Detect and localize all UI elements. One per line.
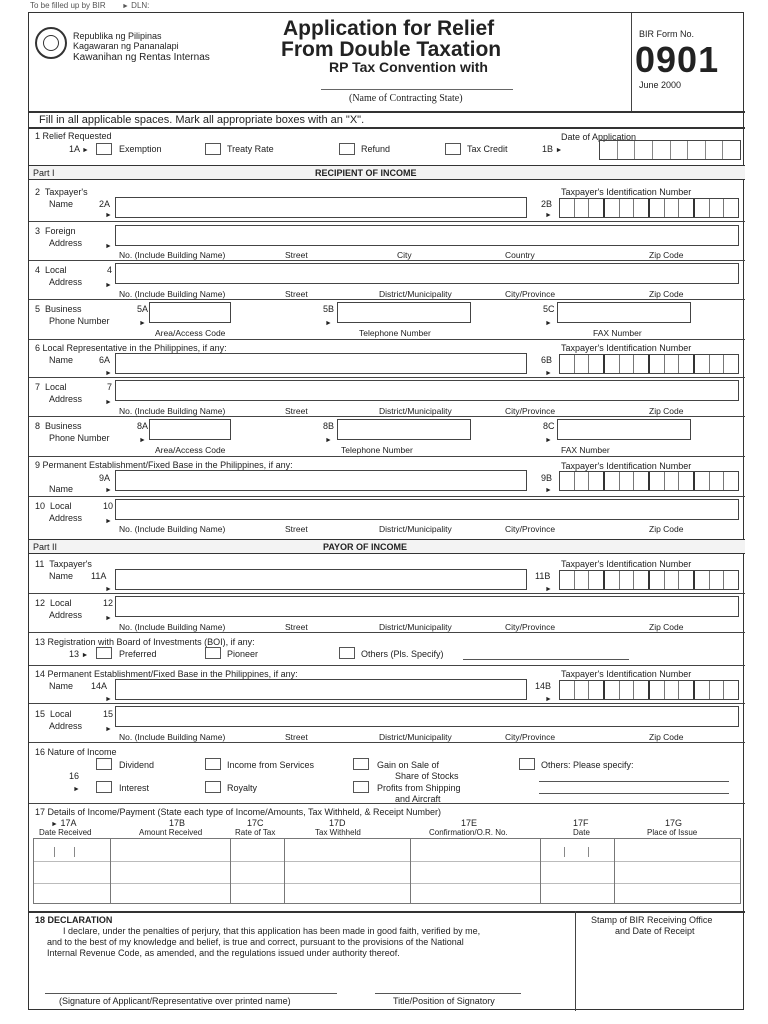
- item8a-code: 8A: [137, 421, 149, 431]
- item2b-code: 2B: [541, 199, 553, 209]
- item8-sub-fax: FAX Number: [561, 445, 610, 455]
- item12-code: 12: [103, 598, 114, 608]
- item10-code: 10: [103, 501, 114, 511]
- and-aircraft-label: and Aircraft: [395, 794, 441, 804]
- item12-sub-district: District/Municipality: [379, 622, 452, 632]
- agency-line1: Republika ng Pilipinas: [73, 31, 162, 41]
- item14-label: 14 Permanent Establishment/Fixed Base in the Philippines, if any:: [35, 669, 298, 679]
- agency-line2: Kagawaran ng Pananalapi: [73, 41, 179, 51]
- income-from-services-label: Income from Services: [227, 760, 315, 770]
- item15-sub-city: City/Province: [505, 732, 556, 742]
- item17-label: 17 Details of Income/Payment (State each type of Income/Amounts, Tax Withheld, & Receipt Number): [35, 807, 442, 817]
- item4-sub-zip: Zip Code: [649, 289, 684, 299]
- item9-name-field[interactable]: [115, 470, 527, 491]
- item8-sub-area: Area/Access Code: [155, 445, 226, 455]
- item2-label2: Name: [49, 199, 74, 209]
- preferred-label: Preferred: [119, 649, 157, 659]
- item15-sub-no: No. (Include Building Name): [119, 732, 226, 742]
- item12-num: 12: [35, 598, 46, 608]
- item17b-code: 17B: [169, 818, 186, 828]
- col-date-received: Date Received: [39, 828, 92, 837]
- item11-label2: Name: [49, 571, 74, 581]
- item5-sub-area: Area/Access Code: [155, 328, 226, 338]
- item7-sub-no: No. (Include Building Name): [119, 406, 226, 416]
- item9-label: 9 Permanent Establishment/Fixed Base in the Philippines, if any:: [35, 460, 293, 470]
- item12-label2: Address: [49, 610, 83, 620]
- form-title-line2: From Double Taxation: [281, 38, 502, 61]
- item5-fax-field[interactable]: [557, 302, 691, 323]
- share-of-stocks-label: Share of Stocks: [395, 771, 459, 781]
- stamp-label2: and Date of Receipt: [615, 926, 695, 936]
- item10-sub-street: Street: [285, 524, 308, 534]
- exemption-checkbox[interactable]: [96, 143, 112, 155]
- item7-local-address-field[interactable]: [115, 380, 739, 401]
- item4-label2: Address: [49, 277, 83, 287]
- item7-sub-city: City/Province: [505, 406, 556, 416]
- instructions: Fill in all applicable spaces. Mark all appropriate boxes with an "X".: [39, 114, 365, 126]
- item8-telephone-field[interactable]: [337, 419, 471, 440]
- gain-on-sale-checkbox[interactable]: [353, 758, 369, 770]
- item9-label2: Name: [49, 484, 74, 494]
- item4-code: 4: [107, 265, 113, 275]
- item17e-code: 17E: [461, 818, 478, 828]
- item8-area-code-field[interactable]: [149, 419, 231, 440]
- item10-label2: Address: [49, 513, 83, 523]
- item1-label: 1 Relief Requested: [35, 131, 112, 141]
- interest-checkbox[interactable]: [96, 781, 112, 793]
- signature-label: (Signature of Applicant/Representative over printed name): [59, 996, 291, 1006]
- income-details-table[interactable]: [33, 838, 741, 904]
- declaration-text2: and to the best of my knowledge and belief, is true and correct, pursuant to the provisions of the National: [47, 937, 464, 947]
- col-rate-of-tax: Rate of Tax: [235, 828, 276, 837]
- item8-num: 8: [35, 421, 41, 431]
- item4-sub-city: City/Province: [505, 289, 556, 299]
- item10-sub-no: No. (Include Building Name): [119, 524, 226, 534]
- item7-code: 7: [107, 382, 113, 392]
- item11-tin-field[interactable]: [559, 570, 739, 590]
- item3-label1: Foreign: [45, 226, 76, 236]
- exemption-label: Exemption: [119, 144, 162, 154]
- item11-tin-label: Taxpayer's Identification Number: [561, 559, 692, 569]
- col-tax-withheld: Tax Withheld: [315, 828, 361, 837]
- item5-sub-tel: Telephone Number: [359, 328, 431, 338]
- profits-shipping-label: Profits from Shipping: [377, 783, 461, 793]
- item6-code: 6A: [99, 355, 111, 365]
- royalty-label: Royalty: [227, 783, 258, 793]
- others-boi-checkbox[interactable]: [339, 647, 355, 659]
- item14-tin-field[interactable]: [559, 680, 739, 700]
- item3-sub-no: No. (Include Building Name): [119, 250, 226, 260]
- item17g-code: 17G: [665, 818, 683, 828]
- item10-sub-city: City/Province: [505, 524, 556, 534]
- part2-label: Part II: [33, 542, 58, 552]
- item10-local-address-field[interactable]: [115, 499, 739, 520]
- item5-num: 5: [35, 304, 41, 314]
- others-income-checkbox[interactable]: [519, 758, 535, 770]
- date-of-application-field[interactable]: [599, 140, 741, 160]
- item5-label1: Business: [45, 304, 82, 314]
- item16-code: 16: [69, 771, 80, 781]
- item4-sub-district: District/Municipality: [379, 289, 452, 299]
- agency-line3: Kawanihan ng Rentas Internas: [73, 52, 210, 63]
- item14-tin-label: Taxpayer's Identification Number: [561, 669, 692, 679]
- item15-code: 15: [103, 709, 114, 719]
- item4-num: 4: [35, 265, 41, 275]
- item12-sub-city: City/Province: [505, 622, 556, 632]
- item10-label1: Local: [50, 501, 72, 511]
- item3-sub-city: City: [397, 250, 412, 260]
- item8-label2: Phone Number: [49, 433, 110, 443]
- others-boi-specify-line[interactable]: [463, 659, 629, 660]
- payor-name-field[interactable]: [115, 569, 527, 590]
- item14b-code: 14B: [535, 681, 552, 691]
- item5-label2: Phone Number: [49, 316, 110, 326]
- col-date: Date: [573, 828, 590, 837]
- item12-sub-street: Street: [285, 622, 308, 632]
- part2-title: PAYOR OF INCOME: [323, 542, 408, 552]
- item8-label1: Business: [45, 421, 82, 431]
- item9b-code: 9B: [541, 473, 553, 483]
- item7-sub-zip: Zip Code: [649, 406, 684, 416]
- item8-sub-tel: Telephone Number: [341, 445, 413, 455]
- col-place-of-issue: Place of Issue: [647, 828, 698, 837]
- dln-label: ► DLN:: [122, 1, 150, 10]
- item3-label2: Address: [49, 238, 83, 248]
- item2-tin-field[interactable]: [559, 198, 739, 218]
- item2-tin-label: Taxpayer's Identification Number: [561, 187, 692, 197]
- others-income-line2[interactable]: [539, 793, 729, 794]
- item5-telephone-field[interactable]: [337, 302, 471, 323]
- date-of-application-label: Date of Application: [561, 132, 637, 142]
- form-date: June 2000: [639, 80, 682, 90]
- col-amount-received: Amount Received: [139, 828, 203, 837]
- item15-label2: Address: [49, 721, 83, 731]
- item7-sub-district: District/Municipality: [379, 406, 452, 416]
- item14-code: 14A: [91, 681, 108, 691]
- item17c-code: 17C: [247, 818, 264, 828]
- item2-code: 2A: [99, 199, 111, 209]
- item3-num: 3: [35, 226, 41, 236]
- item8b-code: 8B: [323, 421, 335, 431]
- item10-num: 10: [35, 501, 46, 511]
- declaration-label: 18 DECLARATION: [35, 915, 113, 925]
- item12-sub-no: No. (Include Building Name): [119, 622, 226, 632]
- declaration-text3: Internal Revenue Code, as amended, and the regulations issued under authority thereof.: [47, 948, 400, 958]
- form-no-label: BIR Form No.: [639, 29, 695, 39]
- col-confirmation-or-no: Confirmation/O.R. No.: [429, 828, 508, 837]
- foreign-address-field[interactable]: [115, 225, 739, 246]
- representative-name-field[interactable]: [115, 353, 527, 374]
- item8-fax-field[interactable]: [557, 419, 691, 440]
- item7-label1: Local: [45, 382, 67, 392]
- item3-sub-zip: Zip Code: [649, 250, 684, 260]
- others-income-label: Others: Please specify:: [541, 760, 634, 770]
- item5b-code: 5B: [323, 304, 335, 314]
- item5-area-code-field[interactable]: [149, 302, 231, 323]
- item9-tin-field[interactable]: [559, 471, 739, 491]
- item1b-code: 1B ►: [542, 144, 563, 154]
- dividend-checkbox[interactable]: [96, 758, 112, 770]
- income-from-services-checkbox[interactable]: [205, 758, 221, 770]
- item1-code: 1A ►: [69, 144, 89, 154]
- item5c-code: 5C: [543, 304, 555, 314]
- royalty-checkbox[interactable]: [205, 781, 221, 793]
- item6-label: 6 Local Representative in the Philippines, if any:: [35, 343, 227, 353]
- top-note: To be filled up by BIR: [30, 1, 106, 10]
- item13-code: 13 ►: [69, 649, 89, 659]
- item6b-code: 6B: [541, 355, 553, 365]
- item6-label2: Name: [49, 355, 74, 365]
- interest-label: Interest: [119, 783, 150, 793]
- item10-sub-district: District/Municipality: [379, 524, 452, 534]
- item15-sub-street: Street: [285, 732, 308, 742]
- gain-on-sale-label: Gain on Sale of: [377, 760, 440, 770]
- item15-local-address-field[interactable]: [115, 706, 739, 727]
- item7-sub-street: Street: [285, 406, 308, 416]
- item15-label1: Local: [50, 709, 72, 719]
- item3-sub-street: Street: [285, 250, 308, 260]
- declaration-text1: I declare, under the penalties of perjury, that this application has been made in good faith, verified by me,: [63, 926, 481, 936]
- item9-tin-label: Taxpayer's Identification Number: [561, 461, 692, 471]
- treaty-rate-checkbox[interactable]: [205, 143, 221, 155]
- item15-sub-zip: Zip Code: [649, 732, 684, 742]
- item4-local-address-field[interactable]: [115, 263, 739, 284]
- taxpayer-name-field[interactable]: [115, 197, 527, 218]
- refund-label: Refund: [361, 144, 391, 154]
- item5a-code: 5A: [137, 304, 149, 314]
- item5-sub-fax: FAX Number: [593, 328, 642, 338]
- bir-stamp-area: [577, 937, 743, 1009]
- item17d-code: 17D: [329, 818, 346, 828]
- item7-label2: Address: [49, 394, 83, 404]
- part1-label: Part I: [33, 168, 55, 178]
- form-title-line1: Application for Relief: [283, 17, 495, 40]
- item12-label1: Local: [50, 598, 72, 608]
- item4-sub-street: Street: [285, 289, 308, 299]
- item15-num: 15: [35, 709, 46, 719]
- item2-num: 2: [35, 187, 41, 197]
- others-income-line1[interactable]: [539, 781, 729, 782]
- item13-label: 13 Registration with Board of Investments (BOI), if any:: [35, 637, 255, 647]
- form-title-line3: RP Tax Convention with: [329, 59, 488, 75]
- pioneer-label: Pioneer: [227, 649, 259, 659]
- preferred-checkbox[interactable]: [96, 647, 112, 659]
- part1-title: RECIPIENT OF INCOME: [315, 168, 417, 178]
- item12-local-address-field[interactable]: [115, 596, 739, 617]
- bir-seal-icon: [35, 27, 67, 59]
- item9-code: 9A: [99, 473, 111, 483]
- item17f-code: 17F: [573, 818, 589, 828]
- item14-label2: Name: [49, 681, 74, 691]
- treaty-rate-label: Treaty Rate: [227, 144, 274, 154]
- form-number: 0901: [635, 39, 720, 80]
- item4-sub-no: No. (Include Building Name): [119, 289, 226, 299]
- item11-num: 11: [35, 559, 45, 569]
- item6-tin-label: Taxpayer's Identification Number: [561, 343, 692, 353]
- dividend-label: Dividend: [119, 760, 155, 770]
- refund-checkbox[interactable]: [339, 143, 355, 155]
- item8c-code: 8C: [543, 421, 555, 431]
- title-position-line[interactable]: [375, 993, 521, 994]
- profits-shipping-checkbox[interactable]: [353, 781, 369, 793]
- item12-sub-zip: Zip Code: [649, 622, 684, 632]
- others-boi-label: Others (Pls. Specify): [361, 649, 444, 659]
- item4-label1: Local: [45, 265, 67, 275]
- item10-sub-zip: Zip Code: [649, 524, 684, 534]
- item17a-code: ► 17A: [51, 818, 77, 828]
- title-position-label: Title/Position of Signatory: [393, 996, 495, 1006]
- stamp-label1: Stamp of BIR Receiving Office: [591, 915, 713, 925]
- pioneer-checkbox[interactable]: [205, 647, 221, 659]
- tax-credit-label: Tax Credit: [467, 144, 508, 154]
- contracting-state-line: [321, 89, 513, 90]
- contracting-state-label: (Name of Contracting State): [349, 93, 463, 104]
- item11b-code: 11B: [535, 571, 551, 581]
- item2-label1: Taxpayer's: [44, 187, 88, 197]
- tax-credit-checkbox[interactable]: [445, 143, 461, 155]
- item11-code: 11A: [91, 571, 107, 581]
- item15-sub-district: District/Municipality: [379, 732, 452, 742]
- item3-sub-country: Country: [505, 250, 535, 260]
- item7-num: 7: [35, 382, 41, 392]
- item14-name-field[interactable]: [115, 679, 527, 700]
- item6-tin-field[interactable]: [559, 354, 739, 374]
- item16-label: 16 Nature of Income: [35, 747, 117, 757]
- signature-line[interactable]: [45, 993, 337, 994]
- item11-label1: Taxpayer's: [49, 559, 92, 569]
- bir-form-0901: Republika ng Pilipinas Kagawaran ng Pananalapi Kawanihan ng Rentas Internas Application for Relief From Double Taxation RP Tax Convention with (Name of Contracting State) BIR Form No. 0901 June 2000 Fill in all applicable spaces. Mark all appropriate boxes with an "X". 1 Relief Requested 1A ► Exemption Treaty Rate Refund Tax Credit Date of Application 1B ► Part I RECIPIENT OF INCOME 2 Taxpayer's Name 2A ► Taxpayer's Identification Number 2B ► 3 Foreign Address ► No. (Include Building Name) Street City Country Zip Code 4 Local Address 4 ► No. (Include Building Name) Street District/Municipality City/Province Zip Code 5 Business Phone Number 5A ► 5B ► 5C ► Area/Access Code Telephone Number FAX Number 6 Local Representative in the Philippines, if any: Name 6A ► Taxpayer's Identification Number 6B ► 7 Local Address 7 ► No. (Include Building Name) Street District/Municipality City/Province Zip Code 8 Business Phone Number 8A ► 8B ► 8C ► Area/Access Code Telephone Number FAX Number 9 Permanent Establishment/Fixed Base in the Philippines, if any: Name 9A ► Taxpayer's Identification Number 9B ► 10 Local Address 10 ► No. (Include Building Name) Street District/Municipality City/Province Zip Code Part II PAYOR OF INCOME 11 Taxpayer's Name 11A ► Taxpayer's Identification Number 11B ► 12 Local Address 12 ► No. (Include Building Name) Street District/Municipality City/Province Zip Code 13 Registration with Board of Investments (BOI), if any: 13 ► Preferred Pioneer Others (Pls. Specify) 14 Permanent Establishment/Fixed Base in the Philippines, if any: Name 14A ► Taxpayer's Identification Number 14B ► 15 Local Address 15 ► No. (Include Building Name) Street District/Municipality City/Province Zip Code 16 Nature of Income 16 ► Dividend Interest Income from Services Royalty Gain on Sale of Share of Stocks Profits from Shipping and Aircraft Others: Please specify: 17 Details of Income/Payment (State each type of Income/Amounts, Tax Withheld, & Receipt Number) ► 17A 17B 17C 17D 17E 17F 17G Date Received Amount Received Rate of Tax Tax Withheld Confirmation/O.R. No. Date Place of Issue 18 DECLARATION I declare, under the penalties of perjury, that this application has been made in good faith, verified by me, and to the best of my knowledge and belief, is true and correct, pursuant to the provisions of the National Internal Revenue Code, as amended, and the regulations issued under authority thereof. (Signature of Applicant/Representative over printed name) Title/Position of Signatory Stamp of BIR Receiving Office and Date of Receipt: [28, 12, 744, 1010]
